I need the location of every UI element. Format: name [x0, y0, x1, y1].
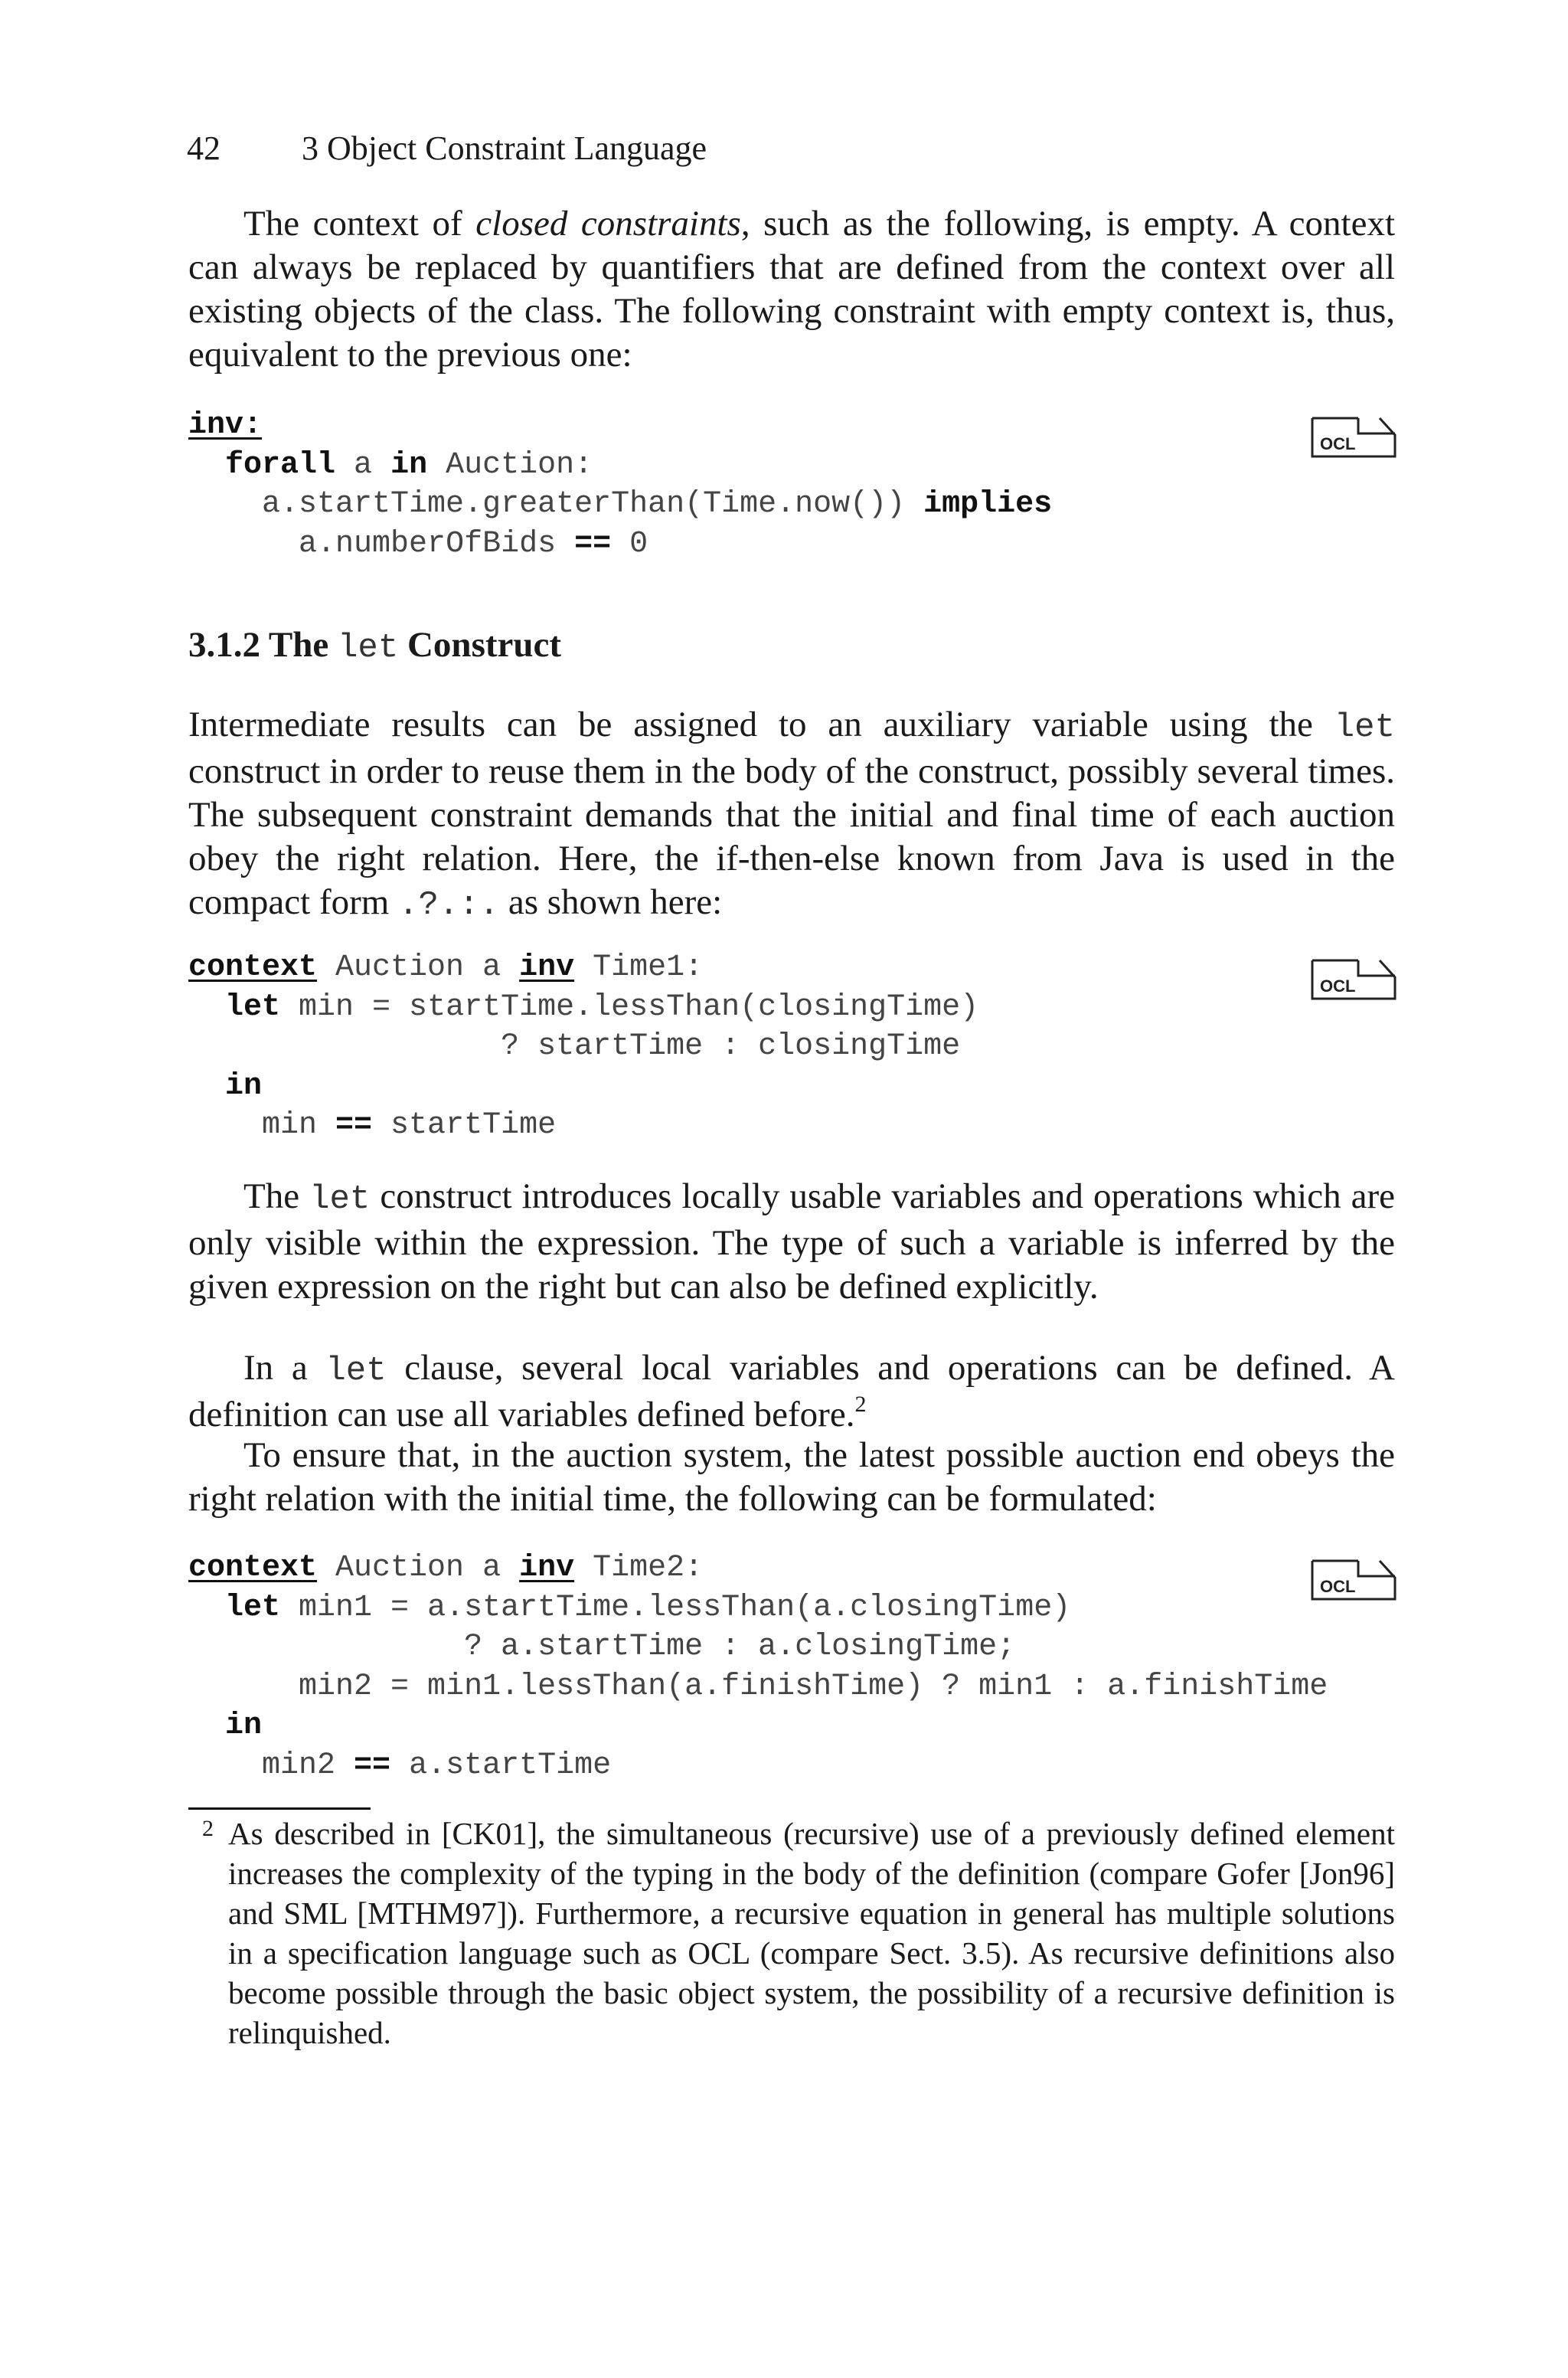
- keyword-in: in: [225, 1709, 263, 1743]
- code-text: ? a.startTime : a.closingTime;: [464, 1630, 1016, 1664]
- code-text: Auction:: [427, 447, 593, 482]
- emphasis-closed-constraints: closed constraints: [475, 204, 741, 244]
- paragraph-let-construct: [188, 1175, 1395, 1309]
- code-text: Time2:: [574, 1551, 704, 1585]
- text-run: as shown here:: [499, 882, 723, 922]
- code-text: min2 = min1.lessThan(a.finishTime) ? min1 : a.finishTime: [299, 1669, 1328, 1704]
- text-run: To ensure that, in the auction system, the latest possible auction end obeys the right relation with the initial time, the following can be formulated:: [188, 1435, 1395, 1519]
- text-run: The: [243, 1176, 310, 1216]
- ocl-badge-label: OCL: [1320, 1577, 1356, 1596]
- keyword-let: let: [225, 989, 281, 1025]
- inline-code: let: [325, 1352, 387, 1390]
- text-run: Intermediate results can be assigned to an auxiliary variable using the: [188, 705, 1334, 744]
- code-text: ? startTime : closingTime: [501, 1029, 961, 1064]
- text-run: clause, several local variables and operations can be defined. A definition can use all variables defined before.: [188, 1348, 1395, 1434]
- text-run: construct in order to reuse them in the body of the construct, possibly several times. The subsequent constraint demands that the initial and final time of each auction obey the right relation. Here, the if-then-else known from Java is used in the compact form: [188, 751, 1395, 922]
- keyword-forall: forall: [225, 447, 336, 482]
- ocl-badge-label: OCL: [1320, 434, 1356, 453]
- footnote: [202, 1814, 1395, 2053]
- code-text: Auction a: [317, 950, 520, 985]
- inline-code: let: [1334, 708, 1395, 747]
- footnote-rule: [188, 1807, 371, 1810]
- keyword-implies: implies: [923, 487, 1053, 522]
- keyword-inv: inv: [519, 1551, 575, 1585]
- chapter-title: 3 Object Constraint Language: [302, 129, 707, 167]
- code-text: Auction a: [317, 1551, 520, 1585]
- section-title-part: Construct: [407, 625, 562, 665]
- footnote-reference: 2: [854, 1392, 867, 1418]
- keyword-inv: inv: [519, 950, 575, 985]
- text-run: The context of: [243, 204, 476, 244]
- ocl-badge-label: OCL: [1320, 976, 1356, 996]
- code-text: a.startTime.greaterThan(Time.now()): [262, 487, 924, 522]
- keyword-in: in: [225, 1068, 263, 1104]
- ocl-badge-icon: [1311, 1558, 1396, 1601]
- footnote-text: As described in [CK01], the simultaneous (recursive) use of a previously defined element increases the complexity of the typing in the body of the definition (compare Gofer [Jon96] and SML [MTHM97]). Furthermore, a recursive equation in general has multiple solutions in a specification language such as OCL (compare Sect. 3.5). As recursive definitions also become possible through the basic object system, the possibility of a recursive definition is relinquished.: [228, 1816, 1395, 2050]
- operator-equals: ==: [354, 1748, 391, 1783]
- operator-equals: ==: [335, 1108, 373, 1143]
- text-run: construct introduces locally usable variables and operations which are only visible within the expression. The type of such a variable is inferred by the given expression on the right but can also be defined explicitly.: [188, 1176, 1395, 1307]
- operator-equals: ==: [574, 526, 612, 561]
- inline-code: .?.:.: [398, 886, 500, 924]
- code-text: 0: [611, 526, 648, 561]
- running-head: [187, 129, 707, 168]
- code-block-empty-context: [188, 406, 1052, 564]
- keyword-inv: inv:: [188, 408, 263, 443]
- text-run: , such as the following, is empty. A context can always be replaced by quantifiers that are defined from the context over all existing objects of the class. The following constraint with empty context is, thus, equivalent to the previous one:: [188, 204, 1396, 375]
- ocl-badge-icon: [1311, 957, 1396, 1000]
- code-text: a: [335, 447, 391, 482]
- section-heading: [188, 622, 561, 671]
- section-number: 3.1.2: [188, 625, 260, 665]
- paragraph-let-clause: [188, 1346, 1395, 1437]
- text-run: In a: [243, 1348, 326, 1388]
- code-text: min1 = a.startTime.lessThan(a.closingTime): [280, 1590, 1071, 1625]
- code-text: min2: [262, 1748, 354, 1783]
- inline-code: let: [309, 1180, 371, 1218]
- section-title-code: let: [338, 629, 399, 667]
- code-block-time2: [188, 1549, 1328, 1785]
- code-text: Time1:: [574, 950, 704, 985]
- paragraph-let-intro: [188, 703, 1395, 927]
- ocl-badge-icon: [1311, 415, 1396, 458]
- code-block-time1: [188, 948, 978, 1146]
- code-text: a.startTime: [390, 1748, 612, 1783]
- section-title-part: The: [268, 625, 329, 665]
- keyword-let: let: [225, 1590, 281, 1625]
- code-text: min = startTime.lessThan(closingTime): [280, 989, 979, 1025]
- code-text: startTime: [372, 1108, 557, 1143]
- page-number: 42: [187, 129, 220, 167]
- keyword-in: in: [390, 447, 428, 482]
- code-text: min: [262, 1108, 336, 1143]
- keyword-context: context: [188, 1551, 318, 1585]
- footnote-mark: 2: [202, 1816, 214, 1841]
- code-text: a.numberOfBids: [299, 526, 575, 561]
- paragraph-latest-end: [188, 1434, 1395, 1521]
- keyword-context: context: [188, 950, 318, 985]
- paragraph-closed-constraints: [188, 202, 1395, 377]
